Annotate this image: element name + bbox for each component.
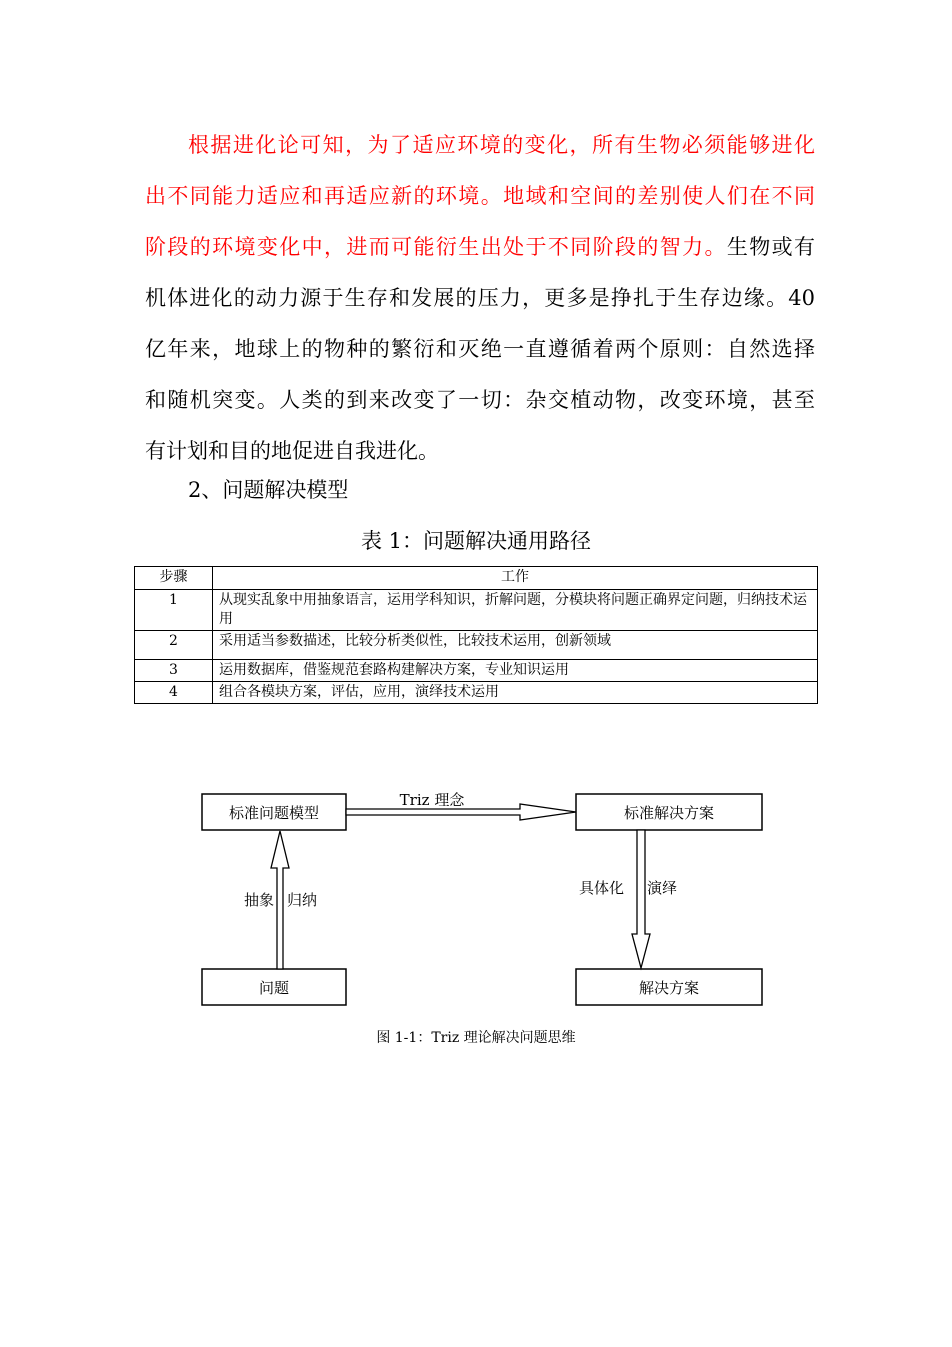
paragraph-line: 和随机突变。人类的到来改变了一切：杂交植动物，改变环境，甚至 <box>145 388 815 412</box>
column-header-step: 步骤 <box>135 567 213 590</box>
table-row <box>135 590 818 631</box>
node-label-standard-problem-model: 标准问题模型 <box>228 804 320 822</box>
paragraph-line: 阶段的环境变化中，进而可能衍生出处于不同阶段的智力。生物或有 <box>145 235 816 259</box>
work-cell: 组合各模块方案，评估，应用，演绎技术运用 <box>213 682 818 704</box>
table-row <box>135 660 818 682</box>
table-row <box>135 631 818 660</box>
step-cell: 3 <box>135 660 213 682</box>
table-caption: 表 1：问题解决通用路径 <box>360 529 592 553</box>
step-cell: 2 <box>135 631 213 660</box>
node-label-standard-solution: 标准解决方案 <box>623 804 715 822</box>
body-paragraph <box>145 120 815 477</box>
figure-caption: 图 1-1：Triz 理论解决问题思维 <box>376 1030 576 1046</box>
node-label-problem: 问题 <box>258 979 290 997</box>
table-header-row <box>135 567 818 590</box>
edge-label-left-a: 抽象 <box>243 891 274 909</box>
steps-table <box>134 566 818 704</box>
arrow-right-down <box>632 830 650 968</box>
edge-label-right-a: 具体化 <box>578 879 624 897</box>
paragraph-line: 有计划和目的地促进自我进化。 <box>145 439 439 463</box>
paragraph-line: 根据进化论可知，为了适应环境的变化，所有生物必须能够进化 <box>188 133 815 157</box>
section-heading: 2、问题解决模型 <box>188 478 349 502</box>
work-cell: 采用适当参数描述，比较分析类似性，比较技术运用，创新领域 <box>213 631 818 660</box>
work-cell: 运用数据库，借鉴规范套路构建解决方案，专业知识运用 <box>213 660 818 682</box>
step-cell: 1 <box>135 590 213 631</box>
column-header-work: 工作 <box>213 567 818 590</box>
node-label-solution: 解决方案 <box>638 979 700 997</box>
step-cell: 4 <box>135 682 213 704</box>
paragraph-line: 机体进化的动力源于生存和发展的压力，更多是挣扎于生存边缘。40 <box>145 286 815 310</box>
edge-label-top: Triz 理念 <box>399 791 465 809</box>
paragraph-line: 出不同能力适应和再适应新的环境。地域和空间的差别使人们在不同 <box>145 184 815 208</box>
work-cell: 从现实乱象中用抽象语言，运用学科知识，折解问题，分模块将问题正确界定问题，归纳技术运用 <box>213 590 818 631</box>
triz-diagram <box>0 780 952 1020</box>
edge-label-right-b: 演绎 <box>647 879 678 897</box>
edge-label-left-b: 归纳 <box>287 891 318 909</box>
table-row <box>135 682 818 704</box>
paragraph-line: 亿年来，地球上的物种的繁衍和灭绝一直遵循着两个原则：自然选择 <box>145 337 815 361</box>
